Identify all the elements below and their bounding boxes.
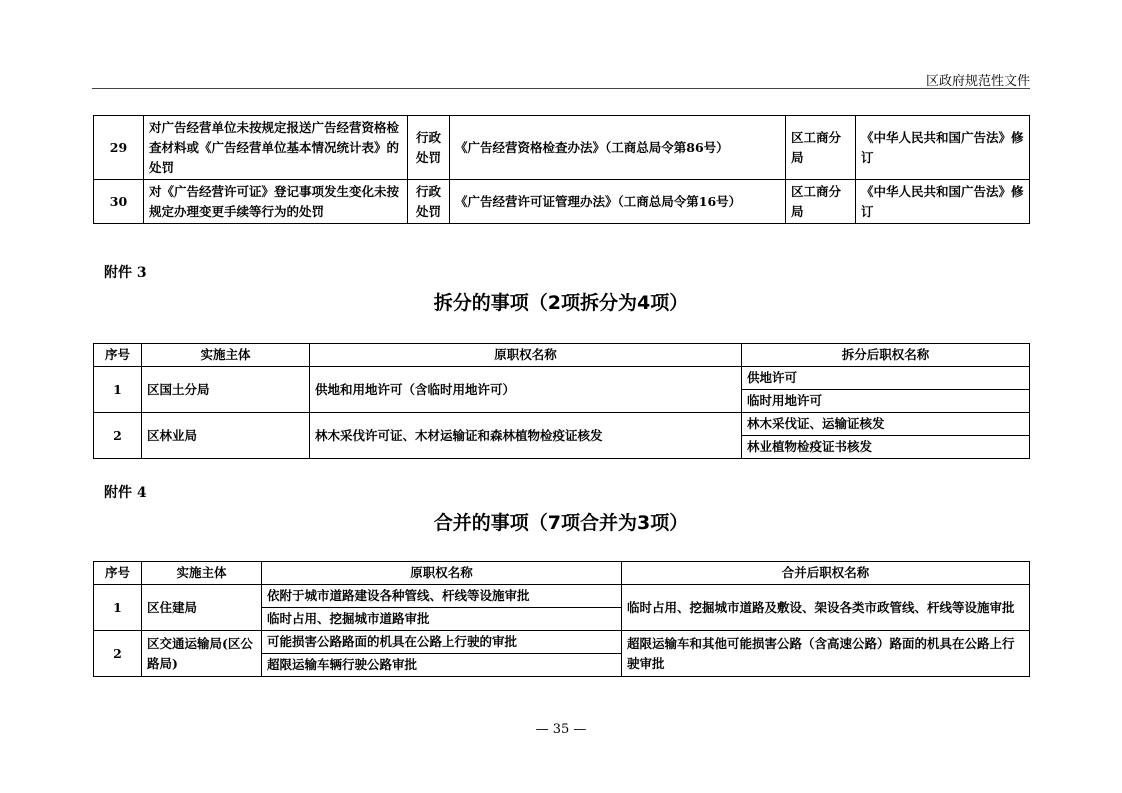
table-row bbox=[94, 180, 1030, 224]
after-power-cell: 临时用地许可 bbox=[742, 390, 1030, 413]
subject-cell: 区工商分局 bbox=[786, 180, 856, 224]
header-after: 合并后职权名称 bbox=[622, 562, 1030, 585]
row-number: 29 bbox=[94, 116, 144, 180]
after-power-cell: 供地许可 bbox=[742, 367, 1030, 390]
header-no: 序号 bbox=[94, 344, 142, 367]
after-power-cell: 临时占用、挖掘城市道路及敷设、架设各类市政管线、杆线等设施审批 bbox=[622, 585, 1030, 631]
attachment-3-label: 附件 3 bbox=[104, 265, 147, 281]
row-number: 2 bbox=[94, 631, 142, 677]
subject-cell: 区国土分局 bbox=[142, 367, 310, 413]
header-subject: 实施主体 bbox=[142, 344, 310, 367]
row-number: 1 bbox=[94, 585, 142, 631]
split-items-table bbox=[93, 343, 1030, 459]
page-number: — 35 — bbox=[535, 722, 587, 737]
after-power-cell: 林业植物检疫证书核发 bbox=[742, 436, 1030, 459]
table-header-row bbox=[94, 344, 1030, 367]
table-row bbox=[94, 585, 1030, 608]
original-power-cell: 超限运输车辆行驶公路审批 bbox=[262, 654, 622, 677]
original-power-cell: 依附于城市道路建设各种管线、杆线等设施审批 bbox=[262, 585, 622, 608]
attachment-4-title: 合并的事项（7项合并为3项） bbox=[433, 512, 689, 534]
header-subject: 实施主体 bbox=[142, 562, 262, 585]
legal-basis-cell: 《广告经营许可证管理办法》（工商总局令第16号） bbox=[450, 180, 786, 224]
table-row bbox=[94, 413, 1030, 436]
note-cell: 《中华人民共和国广告法》修订 bbox=[856, 180, 1030, 224]
header-original: 原职权名称 bbox=[262, 562, 622, 585]
table-row bbox=[94, 116, 1030, 180]
after-power-cell: 超限运输车和其他可能损害公路（含高速公路）路面的机具在公路上行驶审批 bbox=[622, 631, 1030, 677]
legal-basis-cell: 《广告经营资格检查办法》（工商总局令第86号） bbox=[450, 116, 786, 180]
original-power-cell: 林木采伐许可证、木材运输证和森林植物检疫证核发 bbox=[310, 413, 742, 459]
row-number: 30 bbox=[94, 180, 144, 224]
attachment-3-title: 拆分的事项（2项拆分为4项） bbox=[433, 292, 689, 314]
table-row bbox=[94, 367, 1030, 390]
table-header-row bbox=[94, 562, 1030, 585]
merged-items-table bbox=[93, 561, 1030, 677]
row-number: 2 bbox=[94, 413, 142, 459]
power-type-cell: 行政处罚 bbox=[408, 116, 450, 180]
header-no: 序号 bbox=[94, 562, 142, 585]
header-after: 拆分后职权名称 bbox=[742, 344, 1030, 367]
subject-cell: 区工商分局 bbox=[786, 116, 856, 180]
original-power-cell: 供地和用地许可（含临时用地许可） bbox=[310, 367, 742, 413]
power-type-cell: 行政处罚 bbox=[408, 180, 450, 224]
subject-cell: 区林业局 bbox=[142, 413, 310, 459]
header-original: 原职权名称 bbox=[310, 344, 742, 367]
power-name-cell: 对《广告经营许可证》登记事项发生变化未按规定办理变更手续等行为的处罚 bbox=[144, 180, 408, 224]
table-continued-items bbox=[93, 115, 1030, 224]
subject-cell: 区住建局 bbox=[142, 585, 262, 631]
original-power-cell: 可能损害公路路面的机具在公路上行驶的审批 bbox=[262, 631, 622, 654]
subject-cell: 区交通运输局(区公路局) bbox=[142, 631, 262, 677]
original-power-cell: 临时占用、挖掘城市道路审批 bbox=[262, 608, 622, 631]
power-name-cell: 对广告经营单位未按规定报送广告经营资格检查材料或《广告经营单位基本情况统计表》的处罚 bbox=[144, 116, 408, 180]
after-power-cell: 林木采伐证、运输证核发 bbox=[742, 413, 1030, 436]
header-rule bbox=[92, 88, 1030, 89]
row-number: 1 bbox=[94, 367, 142, 413]
attachment-4-label: 附件 4 bbox=[104, 485, 147, 501]
header-title: 区政府规范性文件 bbox=[925, 74, 1030, 89]
note-cell: 《中华人民共和国广告法》修订 bbox=[856, 116, 1030, 180]
table-row bbox=[94, 631, 1030, 654]
